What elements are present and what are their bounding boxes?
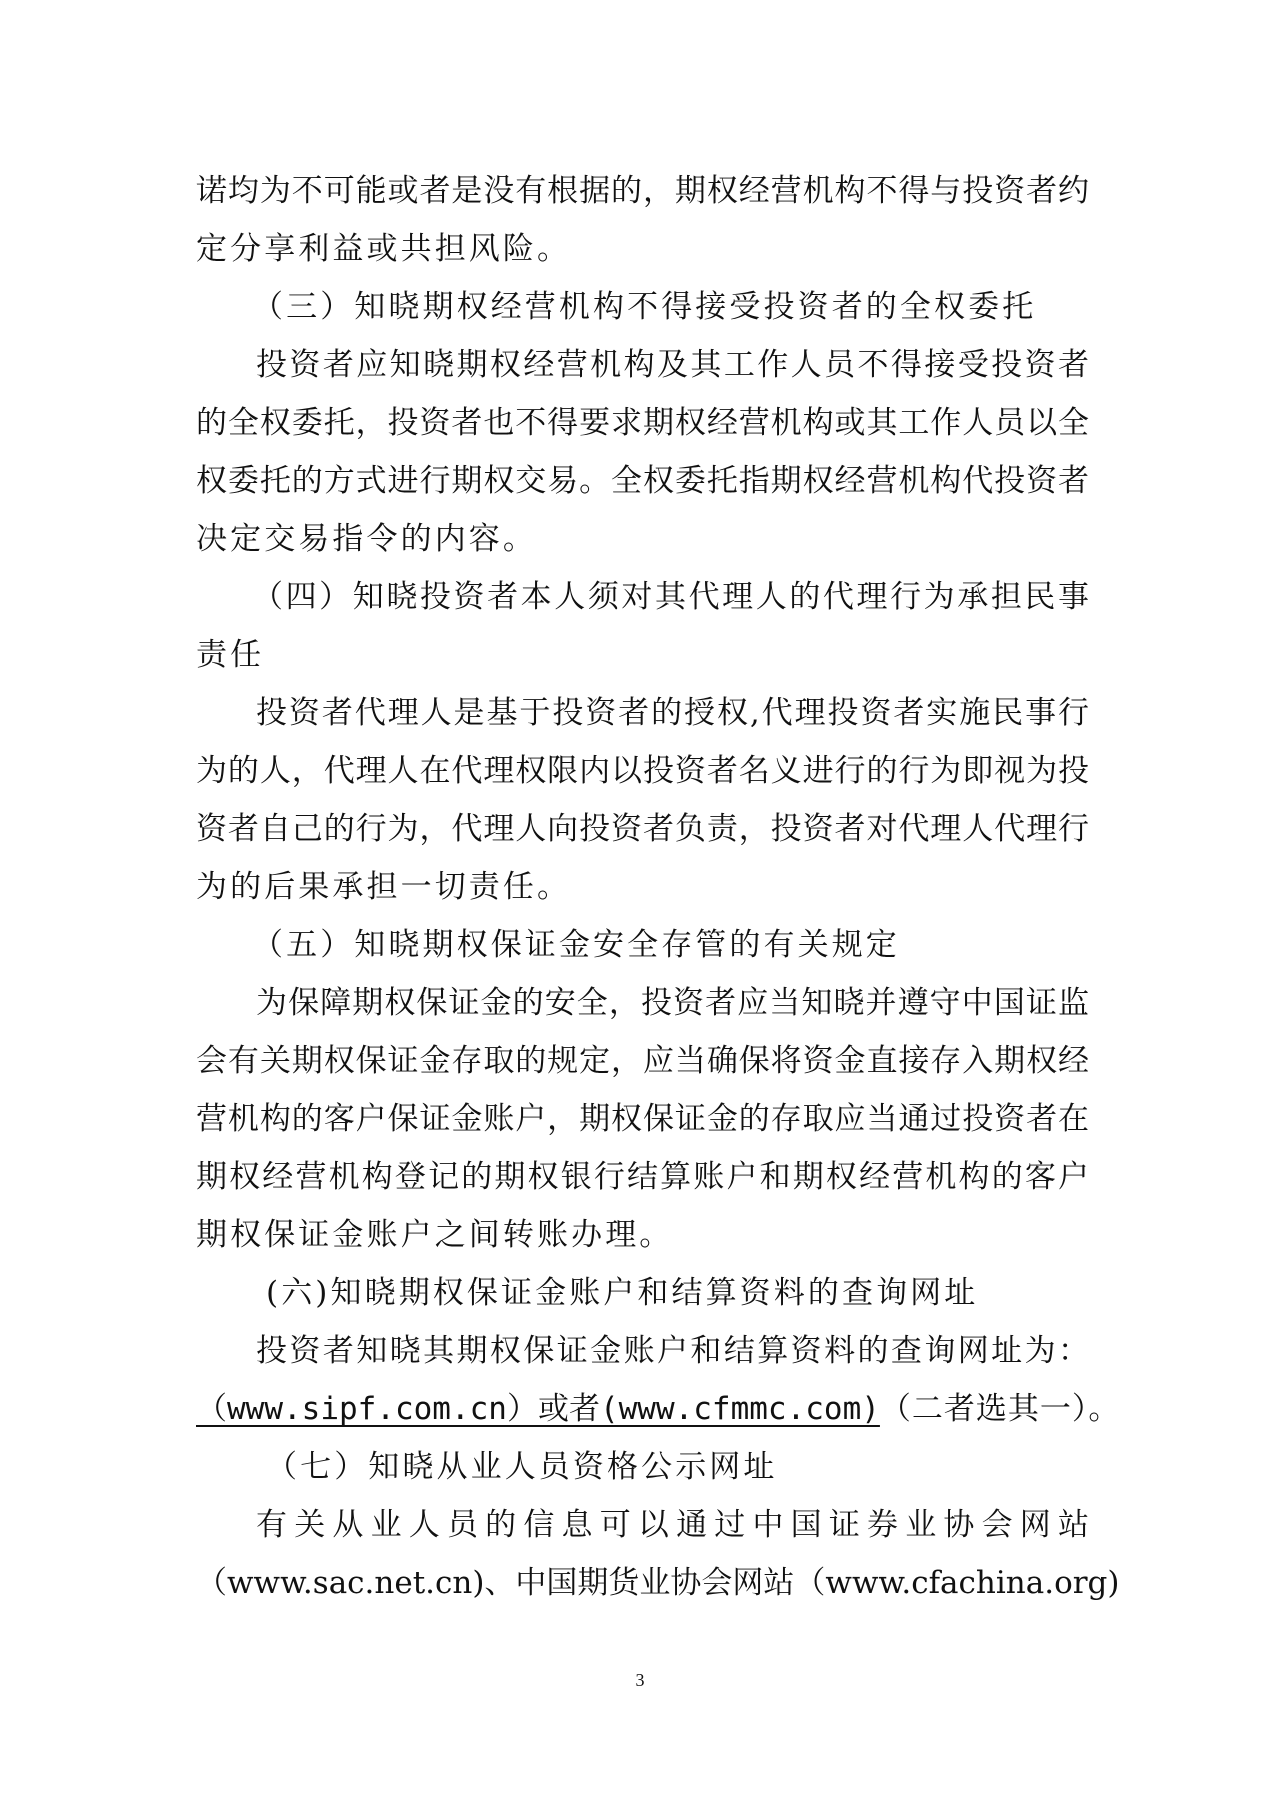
url-line [196,1380,1121,1438]
body-line: 的全权委托，投资者也不得要求期权经营机构或其工作人员以全 [196,405,1089,441]
query-url-link[interactable]: （www.sipf.com.cn）或者(www.cfmmc.com) [196,1391,880,1427]
section-heading: （五）知晓期权保证金安全存管的有关规定 [252,927,900,963]
section-heading: （三）知晓期权经营机构不得接受投资者的全权委托 [252,289,1037,325]
body-line: 有关从业人员的信息可以通过中国证券业协会网站 [256,1507,1089,1543]
body-line: 营机构的客户保证金账户，期权保证金的存取应当通过投资者在 [196,1101,1089,1137]
body-line: 为保障期权保证金的安全，投资者应当知晓并遵守中国证监 [256,985,1089,1021]
body-line: 期权经营机构登记的期权银行结算账户和期权经营机构的客户 [196,1159,1089,1195]
body-line: 决定交易指令的内容。 [196,521,537,557]
section-heading: （四）知晓投资者本人须对其代理人的代理行为承担民事 [252,579,1089,615]
body-line: 投资者代理人是基于投资者的授权,代理投资者实施民事行 [256,695,1089,731]
body-line: 资者自己的行为，代理人向投资者负责，投资者对代理人代理行 [196,811,1089,847]
body-line: 投资者知晓其期权保证金账户和结算资料的查询网址为： [256,1333,1089,1369]
body-line: 为的后果承担一切责任。 [196,869,572,905]
section-heading-continued: 责任 [196,637,265,673]
body-line: 期权保证金账户之间转账办理。 [196,1217,674,1253]
body-line: 定分享利益或共担风险。 [196,231,572,267]
url-line-suffix: （二者选其一）。 [879,1391,1121,1427]
body-line: 权委托的方式进行期权交易。全权委托指期权经营机构代投资者 [196,463,1089,499]
body-line: 会有关期权保证金存取的规定，应当确保将资金直接存入期权经 [196,1043,1089,1079]
body-line: 投资者应知晓期权经营机构及其工作人员不得接受投资者 [256,347,1089,383]
page-number: 3 [635,1670,645,1690]
body-line: 为的人，代理人在代理权限内以投资者名义进行的行为即视为投 [196,753,1089,789]
section-heading: (六)知晓期权保证金账户和结算资料的查询网址 [266,1275,979,1311]
body-line: 诺均为不可能或者是没有根据的，期权经营机构不得与投资者约 [196,173,1089,209]
section-heading: （七）知晓从业人员资格公示网址 [266,1449,778,1485]
body-line-websites: （www.sac.net.cn)、中国期货业协会网站（www.cfachina.org) [196,1565,1120,1601]
